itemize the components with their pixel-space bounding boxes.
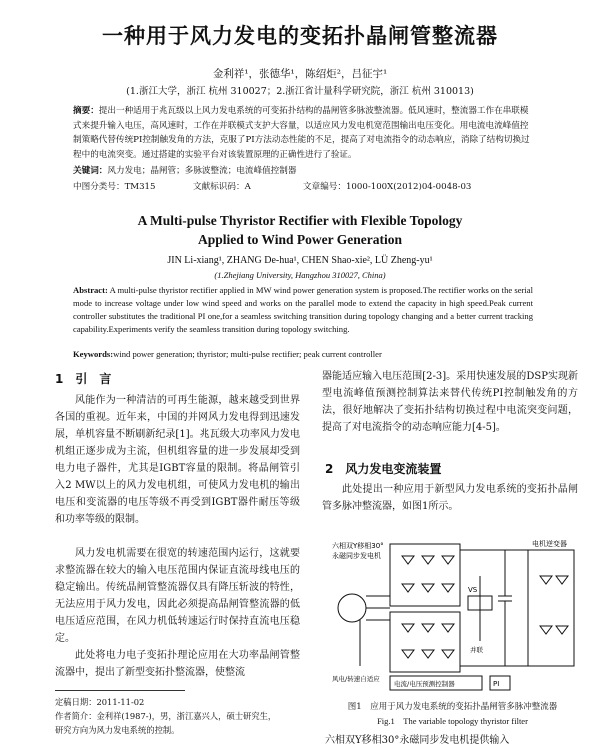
keywords-en-label: Keywords: [73, 349, 114, 359]
paper-title-en-line2: Applied to Wind Power Generation [197, 232, 403, 247]
abstract-cn-text: 提出一种适用于兆瓦级以上风力发电系统的可变拓扑结构的晶闸管多脉波整流器。低风速时，整流器工作在串联模式来提升输入电压，高风速时，工作在并联模式支护大容量，以适应风力发电机宽范围输出电压变化。用电流电流峰值控制策略代替传统PI控制触发角的方法，克服了PI方法动态性能的不足，提高了对电流指令的动态响应，消除了结构切换过程中的电流突变。通过搭建的实验平台对该装置原理的正确性进行了验证。 [73, 106, 530, 160]
thyristor-symbols [402, 556, 454, 658]
abstract-cn [73, 104, 533, 164]
motor-label: 永磁同步发电机 [332, 552, 381, 560]
section1-paragraph-1: 风能作为一种清洁的可再生能源，越来越受到世界各国的重视。近年来，中国的并网风力发电得到迅速发展，单机容量不断刷新纪录[1]。兆瓦级大功率风力发电机组正逐步成为主流，但机组容量的进一步发展却受到电力电子器件，尤其是IGBT容量的限制。将晶闸管引入2 MW以上的风力发电机组，可使风力发电机的输出电压和变流器的电压等级不再受到IGBT器件耐压等级和功率等级的限制。 [55, 395, 300, 525]
section1-paragraph-2: 风力发电机需要在很宽的转速范围内运行，这就要求整流器在较大的输入电压范围内保证直流母线电压的稳定输出。传统晶闸管整流器仅具有降压斩波的特性，无法应用于风力发电，因此必须提高晶闸管整流器的低电压适应范围，在风力机低转速运行时保持直流电压稳定。 [55, 548, 300, 644]
inverter-block [528, 550, 574, 666]
abstract-en-label: Abstract: [73, 285, 108, 295]
figure-1-caption-en: Fig.1 The variable topology thyristor filter [377, 716, 528, 726]
inverter-label: 电机逆变器 [532, 540, 567, 548]
abstract-en [73, 284, 533, 350]
doc-code: 文献标识码：A [193, 182, 251, 192]
footnote-research: 研究方向为风力发电系统的控制。 [55, 725, 180, 735]
keywords-cn [73, 164, 533, 179]
section2-heading: 2 风力发电变流装置 [325, 462, 442, 476]
thyristor-bridge-1 [390, 544, 460, 606]
section2-paragraph-1: 此处提出一种应用于新型风力发电系统的变拓扑晶闸管多脉冲整流器，如图1所示。 [322, 484, 578, 512]
authors-en: JIN Li-xiang¹, ZHANG De-hua¹, CHEN Shao-xie², LÜ Zheng-yu¹ [167, 255, 433, 266]
authors-cn: 金利祥¹，张德华¹，陈绍炬²，吕征宇¹ [212, 68, 388, 80]
right-column-paragraph-1: 器能适应输入电压范围[2-3]。采用快速发展的DSP实现新型电流峰值预测控制算法来替代传统PI控制触发角的方法，很好地解决了变拓扑结构切换过程中电流突变问题，提高了对电流指令的动态响应能力[4-5]。 [322, 371, 578, 433]
section1-heading: 1 引 言 [55, 372, 112, 386]
right-column-continuation: 六相双Y移相30°永磁同步发电机提供输入 [325, 735, 510, 746]
footnote-author: 作者简介：金利祥(1987-)，男，浙江嘉兴人，硕士研究生， [55, 711, 277, 721]
keywords-en [73, 349, 533, 359]
keywords-cn-label: 关键词： [73, 166, 108, 176]
generator-label: 六相双Y移相30° [332, 542, 384, 550]
keywords-en-text: wind power generation; thyristor; multi-pulse rectifier; peak current controller [113, 349, 382, 359]
figure-1-caption-cn: 图1 应用于风力发电系统的变拓扑晶闸管多脉冲整流器 [347, 702, 558, 712]
circuit-diagram-svg [330, 536, 580, 696]
paper-title-en-line1: A Multi-pulse Thyristor Rectifier with Flexible Topology [137, 213, 463, 228]
affiliation-cn: (1.浙江大学，浙江 杭州 310027；2.浙江省计量科学研究院，浙江 杭州 310013) [126, 86, 474, 97]
thyristor-bridge-2 [390, 612, 460, 672]
affiliation-en: (1.Zhejiang University, Hangzhou 310027, China) [214, 270, 386, 280]
footnote-received: 定稿日期：2011-11-02 [55, 697, 145, 707]
vs-label: VS [468, 586, 478, 594]
article-number: 文章编号：1000-100X(2012)04-0048-03 [303, 182, 472, 192]
paper-title-cn: 一种用于风力发电的变拓扑晶闸管整流器 [102, 23, 498, 48]
section1-paragraph-3: 此处将电力电子变拓扑理论应用在大功率晶闸管整流器中，提出了新型变拓扑整流器，使整流 [55, 650, 300, 678]
parallel-label: 并联 [470, 646, 483, 654]
controller-label: 电流/电压预测控制器 [394, 680, 455, 688]
keywords-cn-text: 风力发电；晶闸管；多脉波整流；电流峰值控制器 [107, 166, 297, 176]
abstract-en-text: A multi-pulse thyristor rectifier applied in MW wind power generation system is proposed.The rectifier works on the serial mode to increase voltage under low wind speed and works on the parallel mode to extend the capacity in high speed.Peak current controller substitutes the traditional PI one,for a seamless switching transition during topology changing and a better current tracking capability.Experiments verify the seamless transition during topology switching. [73, 285, 533, 334]
abstract-cn-label: 摘要： [73, 106, 99, 116]
classification-row [73, 180, 533, 192]
figure-1-circuit [330, 536, 580, 696]
pi-label: PI [493, 680, 500, 688]
switch-label: 风电/转速自适应 [332, 675, 380, 683]
generator-symbol [338, 594, 366, 622]
clc-number: 中图分类号：TM315 [73, 182, 156, 192]
footnote-rule [55, 690, 185, 691]
